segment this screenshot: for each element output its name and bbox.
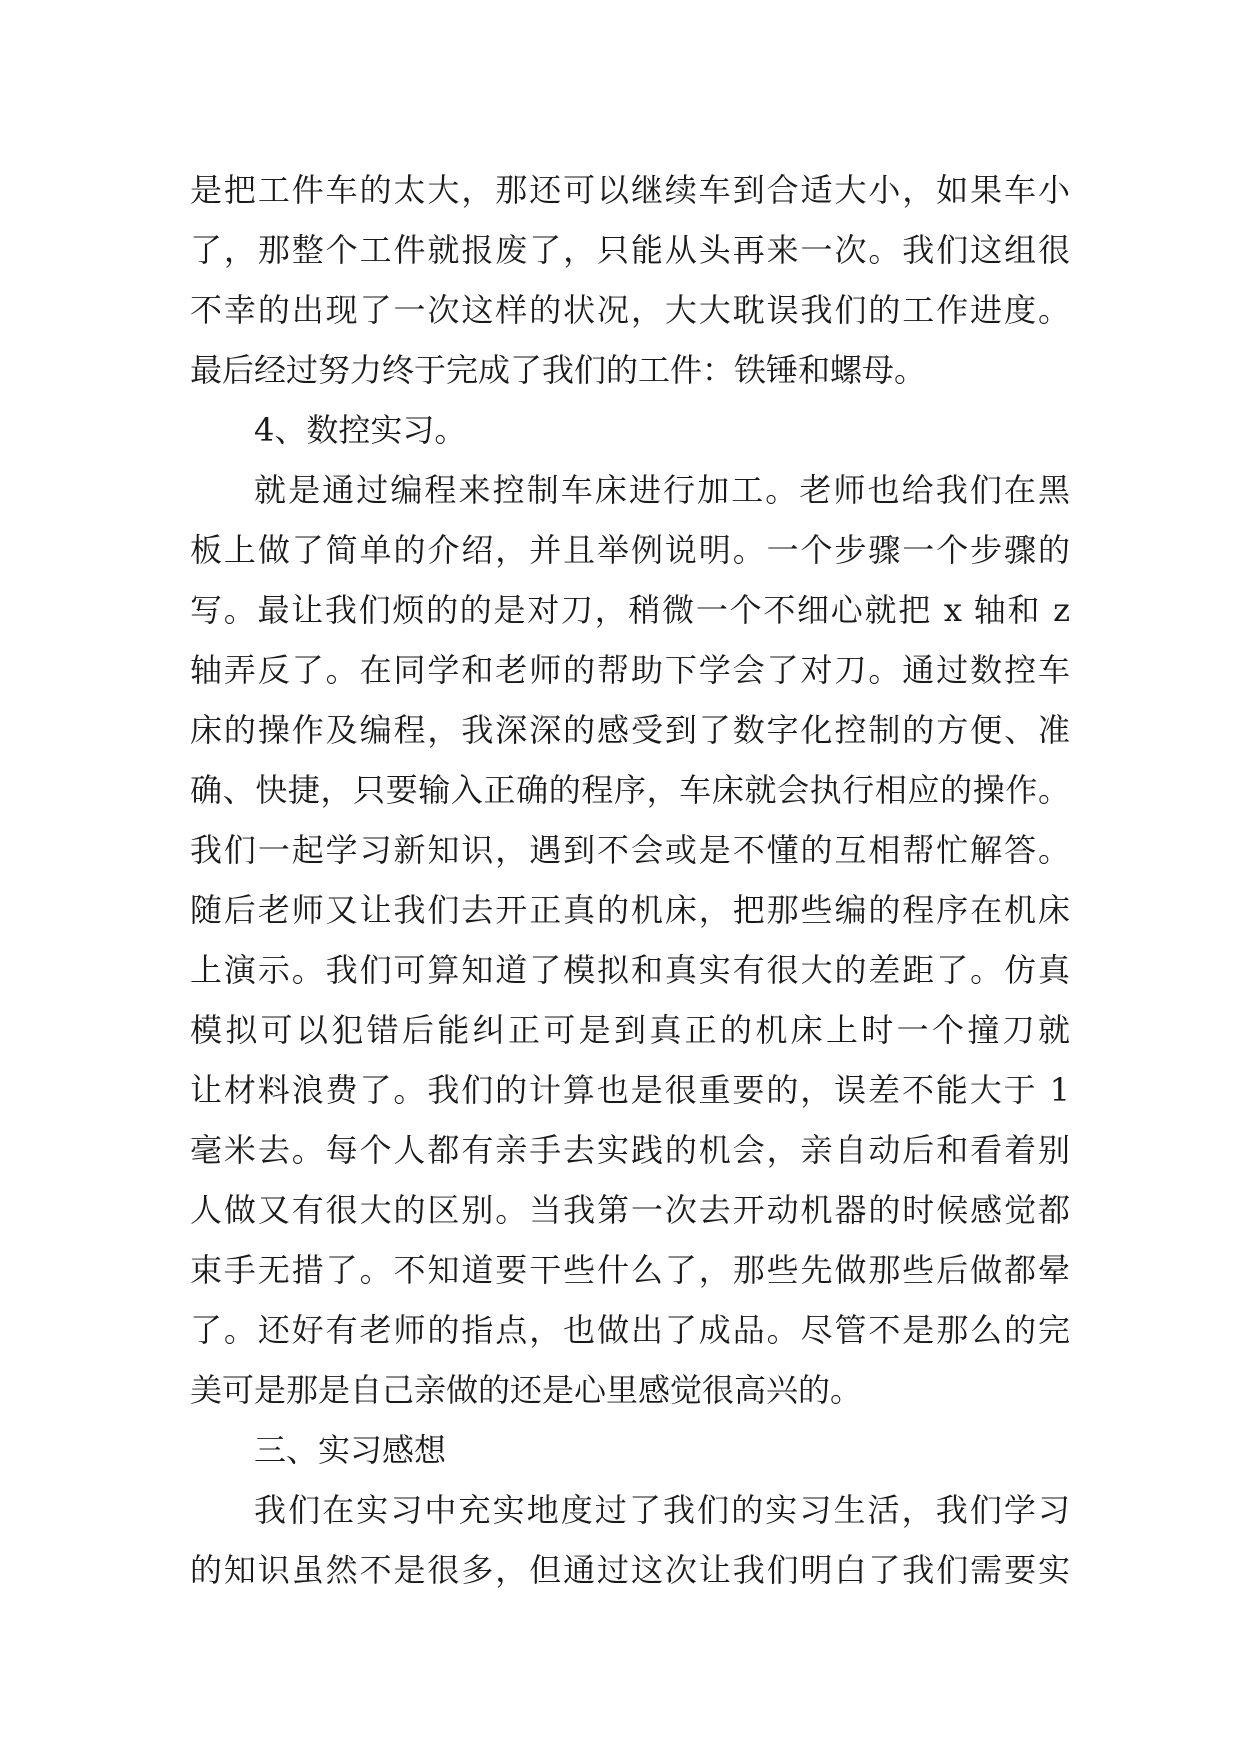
text-line: 了，那整个工件就报废了，只能从头再来一次。我们这组很	[190, 231, 1070, 269]
text-line: 了。还好有老师的指点，也做出了成品。尽管不是那么的完	[190, 1311, 1070, 1349]
document-body	[190, 160, 1070, 1600]
text-line: 人做又有很大的区别。当我第一次去开动机器的时候感觉都	[190, 1191, 1070, 1229]
text-line: 是把工件车的太大，那还可以继续车到合适大小，如果车小	[190, 171, 1070, 209]
text-line: 就是通过编程来控制车床进行加工。老师也给我们在黑	[254, 471, 1070, 509]
text-line: 确、快捷，只要输入正确的程序，车床就会执行相应的操作。	[190, 771, 1070, 809]
text-line: 美可是那是自己亲做的还是心里感觉很高兴的。	[190, 1371, 863, 1409]
text-line: 床的操作及编程，我深深的感受到了数字化控制的方便、准	[190, 711, 1070, 749]
text-line: 随后老师又让我们去开正真的机床，把那些编的程序在机床	[190, 891, 1070, 929]
text-line: 最后经过努力终于完成了我们的工件：铁锤和螺母。	[190, 351, 927, 389]
text-line: 轴弄反了。在同学和老师的帮助下学会了对刀。通过数控车	[190, 651, 1070, 689]
text-line: 我们一起学习新知识，遇到不会或是不懂的互相帮忙解答。	[190, 831, 1070, 869]
text-line: 毫米去。每个人都有亲手去实践的机会，亲自动后和看着别	[190, 1131, 1070, 1169]
text-line: 板上做了简单的介绍，并且举例说明。一个步骤一个步骤的	[190, 531, 1070, 569]
text-line: 我们在实习中充实地度过了我们的实习生活，我们学习	[254, 1491, 1070, 1529]
text-line: 三、实习感想	[254, 1431, 447, 1469]
text-line: 让材料浪费了。我们的计算也是很重要的，误差不能大于 1	[190, 1071, 1070, 1109]
text-line: 的知识虽然不是很多，但通过这次让我们明白了我们需要实	[190, 1551, 1070, 1589]
text-line: 写。最让我们烦的的是对刀，稍微一个不细心就把 x 轴和 z	[190, 591, 1070, 629]
text-line: 4、数控实习。	[254, 411, 467, 449]
text-line: 不幸的出现了一次这样的状况，大大耽误我们的工作进度。	[190, 291, 1070, 329]
text-line: 上演示。我们可算知道了模拟和真实有很大的差距了。仿真	[190, 951, 1070, 989]
text-line: 模拟可以犯错后能纠正可是到真正的机床上时一个撞刀就	[190, 1011, 1070, 1049]
text-line: 束手无措了。不知道要干些什么了，那些先做那些后做都晕	[190, 1251, 1070, 1289]
